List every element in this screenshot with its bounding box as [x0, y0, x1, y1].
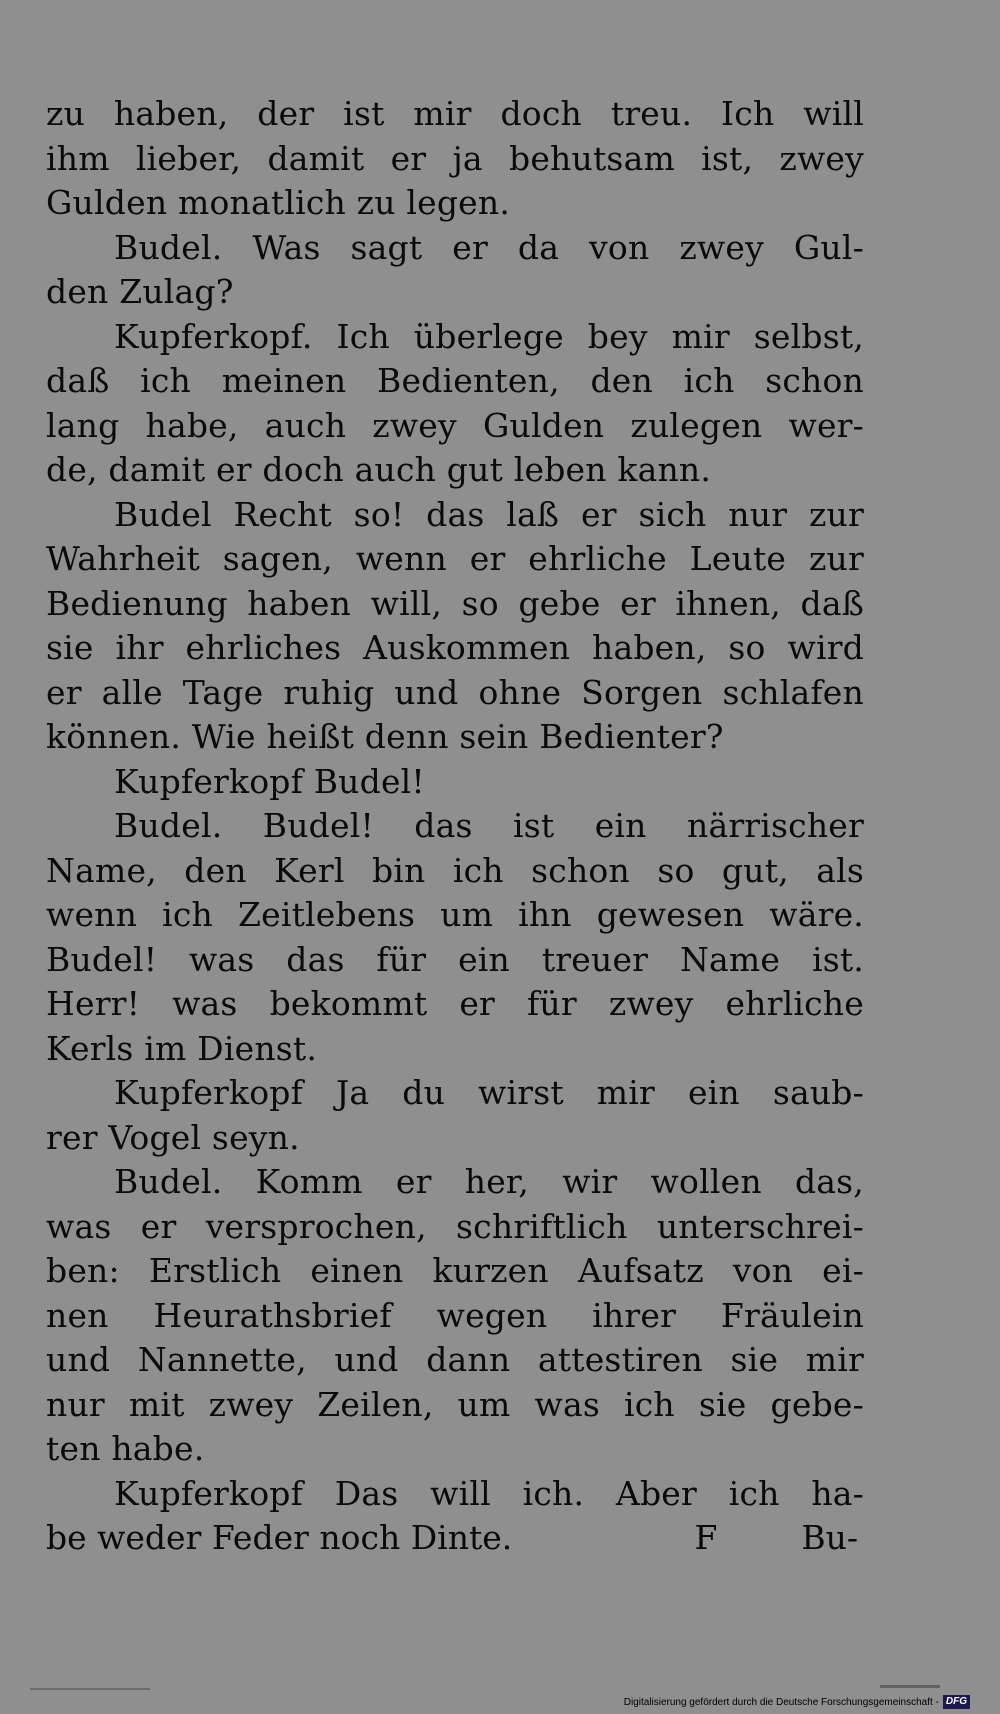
text-line: rer Vogel seyn.: [46, 1117, 300, 1157]
text-line: Kerls im Dienst.: [46, 1028, 318, 1068]
text-line: Bedienung haben will, so gebe er ihnen, daß: [46, 583, 864, 623]
text-line: Name, den Kerl bin ich schon so gut, als: [46, 850, 864, 890]
text-line: den Zulag?: [46, 272, 234, 311]
text-line: de, damit er doch auch gut leben kann.: [46, 450, 712, 489]
text-line: Budel. Was sagt er da von zwey Gul-: [114, 227, 864, 267]
digitization-footer: [624, 1692, 970, 1712]
text-line: Kupferkopf Ja du wirst mir ein saub-: [114, 1073, 864, 1112]
text-line: nur mit zwey Zeilen, um was ich sie gebe-: [46, 1384, 864, 1424]
text-line: Kupferkopf. Ich überlege bey mir selbst,: [114, 316, 864, 356]
text-line: Budel. Budel! das ist ein närrischer: [114, 806, 864, 845]
text-line: Kupferkopf Budel!: [114, 761, 425, 801]
text-line: wenn ich Zeitlebens um ihn gewesen wäre.: [46, 895, 864, 934]
scan-edge-mark: [30, 1688, 150, 1690]
text-line: was er versprochen, schriftlich unterschrei-: [46, 1206, 864, 1246]
text-line: Gulden monatlich zu legen.: [46, 183, 511, 222]
text-line: Wahrheit sagen, wenn er ehrliche Leute zur: [46, 539, 864, 578]
footer-text: Digitalisierung gefördert durch die Deutsche Forschungsgemeinschaft -: [623, 1696, 939, 1708]
text-line: er alle Tage ruhig und ohne Sorgen schlafen: [46, 672, 864, 712]
last-line: [46, 1516, 864, 1561]
text-line: und Nannette, und dann attestiren sie mir: [46, 1340, 864, 1379]
text-line: daß ich meinen Bedienten, den ich schon: [46, 361, 864, 400]
text-line: Kupferkopf Das will ich. Aber ich ha-: [114, 1473, 864, 1513]
text-line: zu haben, der ist mir doch treu. Ich will: [46, 94, 864, 133]
text-line: ten habe.: [46, 1429, 205, 1468]
text-line: Budel. Komm er her, wir wollen das,: [114, 1162, 864, 1201]
signature-mark: F: [694, 1518, 718, 1557]
dfg-logo-icon: DFG: [943, 1695, 970, 1709]
text-line: können. Wie heißt denn sein Bedienter?: [46, 717, 724, 756]
text-line: sie ihr ehrliches Auskommen haben, so wird: [46, 628, 864, 667]
text-line: Budel! was das für ein treuer Name ist.: [46, 939, 864, 979]
page-text: [46, 92, 864, 1561]
catchword: Bu-: [801, 1518, 858, 1557]
text-line: ben: Erstlich einen kurzen Aufsatz von ei-: [46, 1251, 864, 1290]
text-line: Herr! was bekommt er für zwey ehrliche: [46, 984, 864, 1023]
text-line: nen Heurathsbrief wegen ihrer Fräulein: [46, 1295, 864, 1335]
text-line: ihm lieber, damit er ja behutsam ist, zwey: [46, 138, 864, 178]
text-line: lang habe, auch zwey Gulden zulegen wer-: [46, 405, 864, 445]
last-line-text: be weder Feder noch Dinte.: [46, 1518, 513, 1557]
text-line: Budel Recht so! das laß er sich nur zur: [114, 494, 864, 534]
scan-edge-mark: [880, 1685, 940, 1688]
